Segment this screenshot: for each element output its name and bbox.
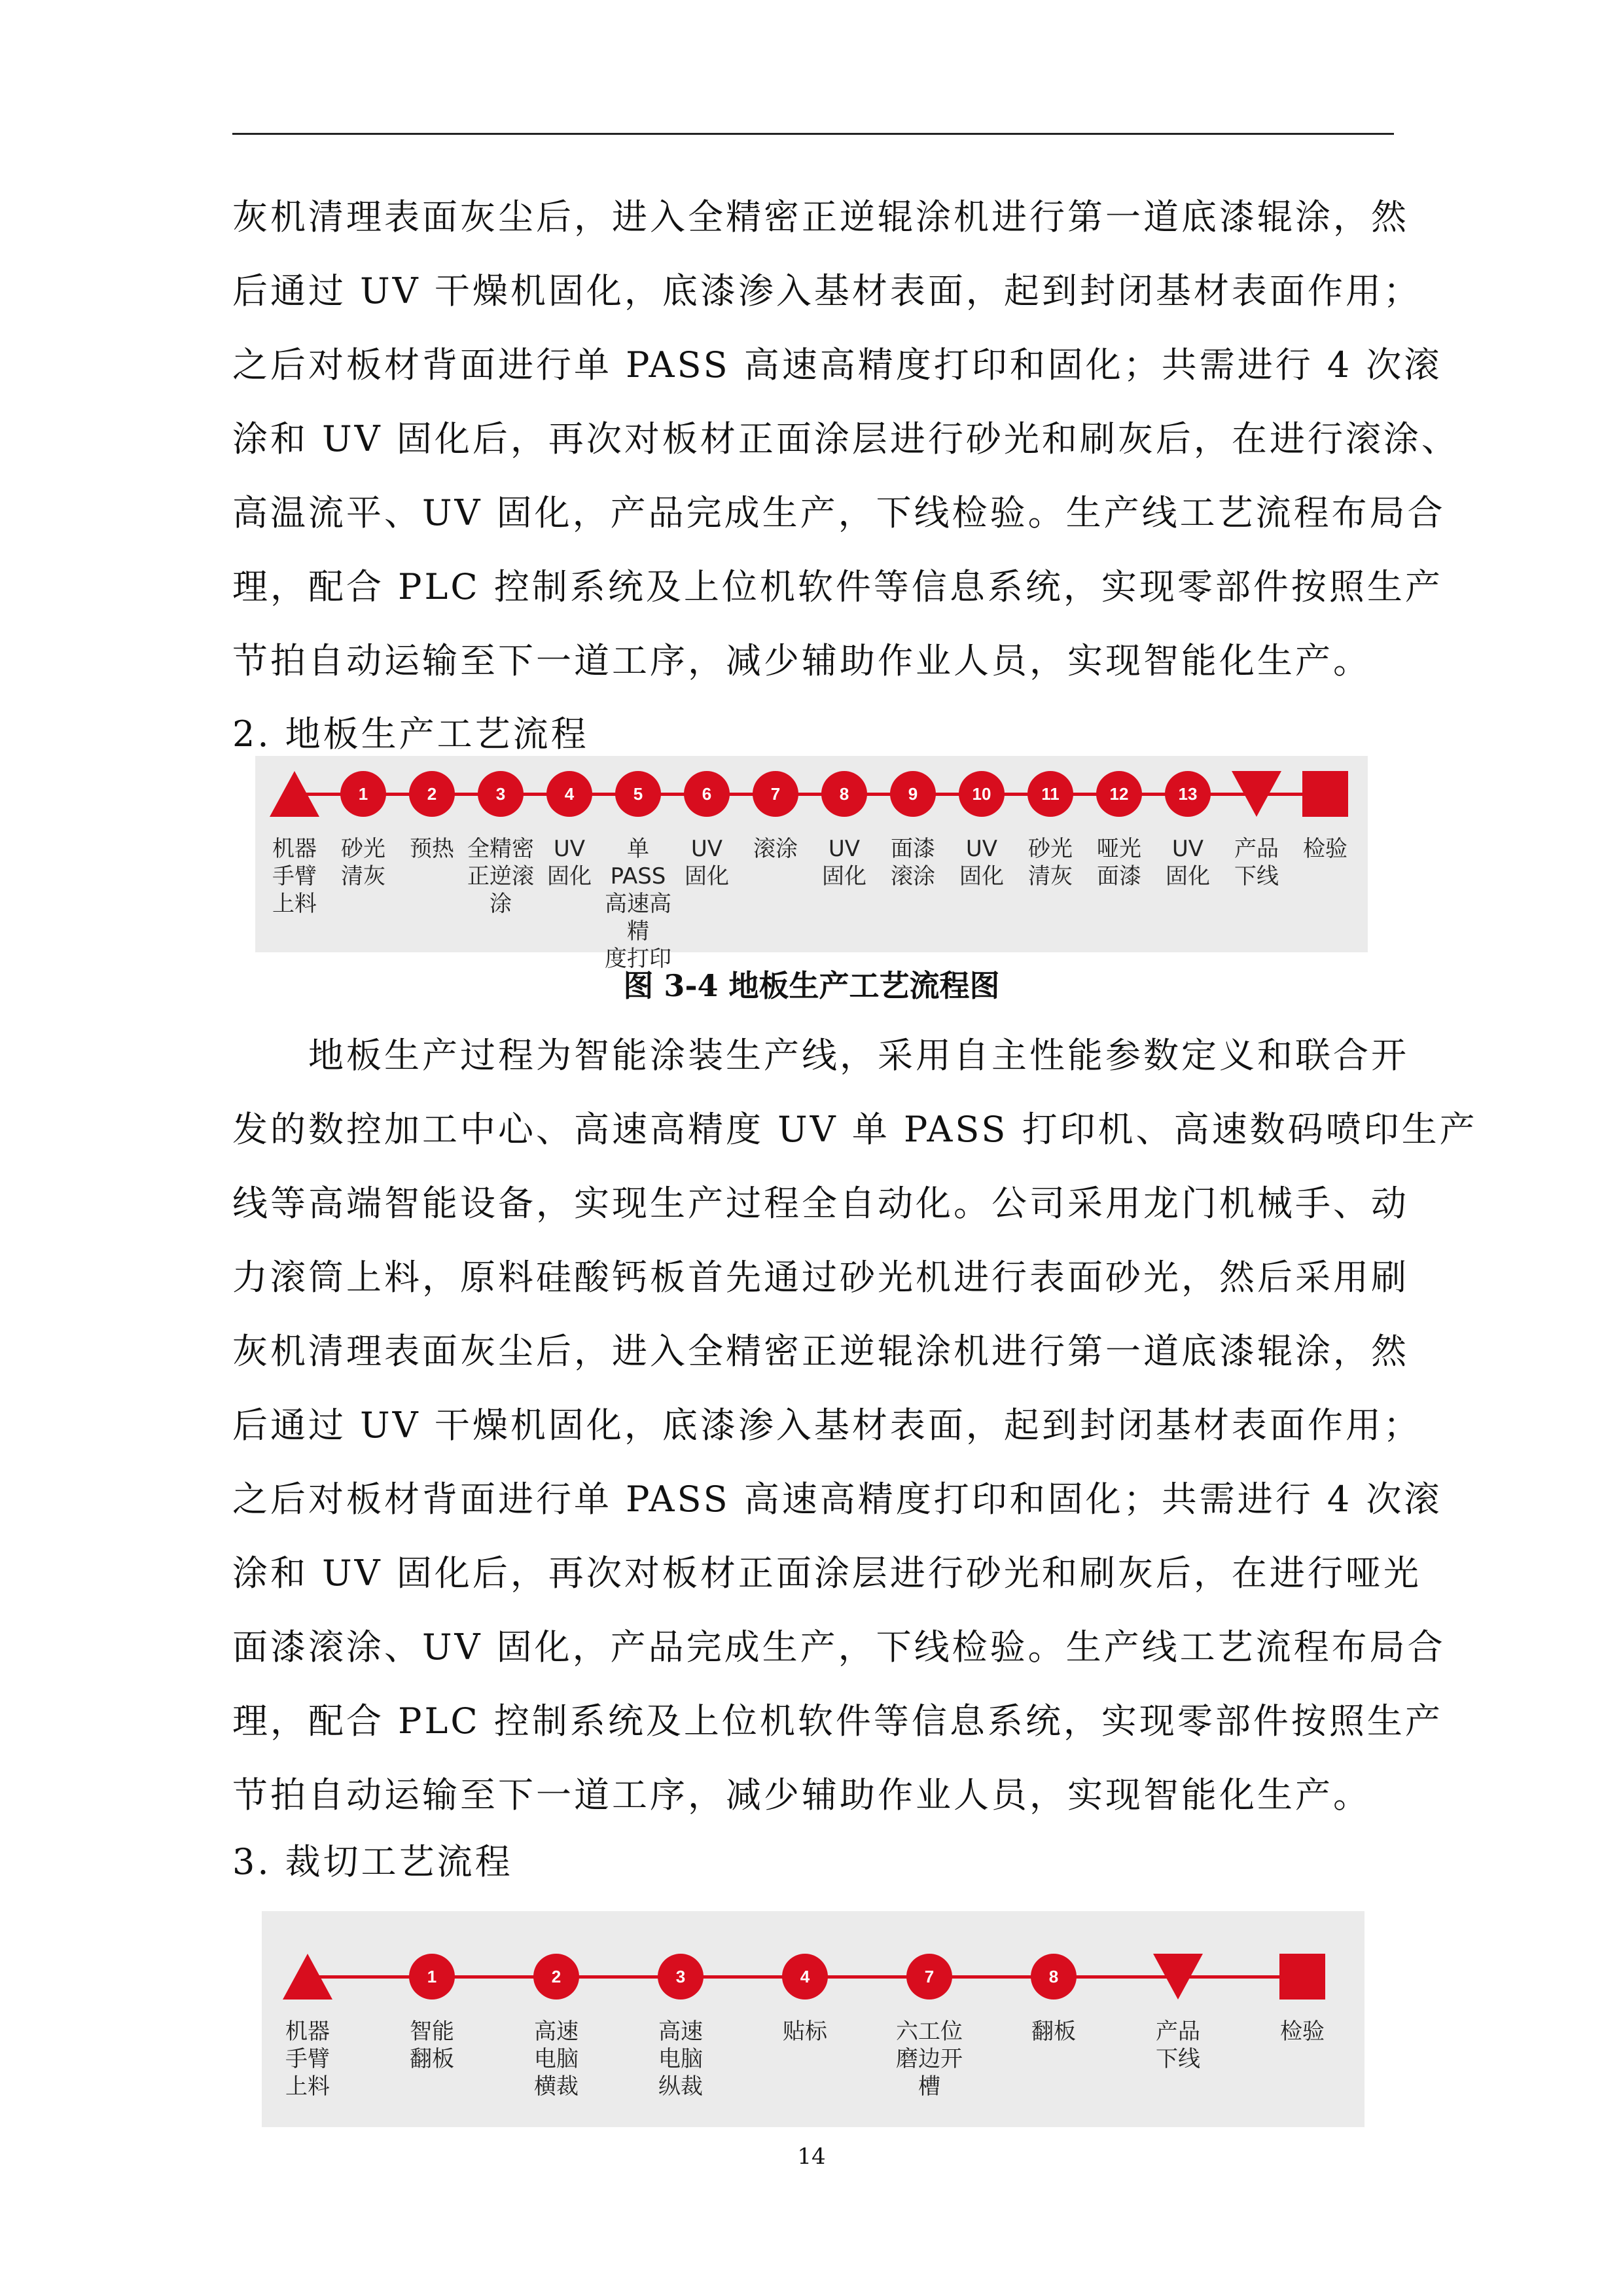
section3-heading: 3. 裁切工艺流程 bbox=[232, 1841, 513, 1882]
flow-step-label: 单PASS 高速高精 度打印 bbox=[605, 836, 671, 972]
paragraph-top bbox=[232, 180, 1459, 698]
step-number-circle: 12 bbox=[1096, 771, 1142, 817]
step-number-circle: 8 bbox=[1031, 1954, 1077, 2000]
flow-step-label: 高速 电脑 纵裁 bbox=[658, 2018, 703, 2100]
step-number-circle: 2 bbox=[409, 771, 455, 817]
flow-step-label: UV 固化 bbox=[547, 836, 592, 889]
inspection-square-icon bbox=[1279, 1954, 1325, 2000]
flow-step bbox=[946, 771, 1018, 890]
step-number-circle: 7 bbox=[906, 1954, 952, 2000]
flow-step-label: 滚涂 bbox=[753, 836, 798, 862]
step-number-circle: 4 bbox=[782, 1954, 828, 2000]
flow-step-label: 检验 bbox=[1303, 836, 1347, 862]
flow-step-label: 机器 手臂 上料 bbox=[272, 836, 317, 917]
flow-step-label: 哑光 面漆 bbox=[1097, 836, 1141, 889]
flow-step-label: UV 固化 bbox=[959, 836, 1004, 889]
flow-step-label: 面漆 滚涂 bbox=[891, 836, 935, 889]
flow-step bbox=[1221, 771, 1293, 890]
text-line: 后通过 UV 干燥机固化，底漆渗入基材表面，起到封闭基材表面作用； bbox=[232, 1405, 1421, 1446]
end-triangle-icon bbox=[1153, 1954, 1203, 2000]
flow-step bbox=[520, 1954, 592, 2100]
text-line: 灰机清理表面灰尘后，进入全精密正逆辊涂机进行第一道底漆辊涂，然 bbox=[232, 196, 1409, 238]
flow-step-label: UV 固化 bbox=[1166, 836, 1210, 889]
flow-step-label: 贴标 bbox=[783, 2018, 827, 2045]
text-line: 高温流平、UV 固化，产品完成生产，下线检验。生产线工艺流程布局合 bbox=[232, 492, 1446, 533]
flow-step bbox=[808, 771, 880, 890]
flow-step bbox=[602, 771, 674, 973]
text-line: 涂和 UV 固化后，再次对板材正面涂层进行砂光和刷灰后，在进行哑光 bbox=[232, 1552, 1421, 1594]
step-number-circle: 10 bbox=[959, 771, 1005, 817]
flow-step bbox=[533, 771, 605, 890]
flow-step-label: 预热 bbox=[410, 836, 454, 862]
step-number-circle: 9 bbox=[890, 771, 936, 817]
cutting-process-flowchart bbox=[262, 1911, 1364, 2127]
flow-step bbox=[465, 771, 537, 918]
text-line: 理，配合 PLC 控制系统及上位机软件等信息系统，实现零部件按照生产 bbox=[232, 1700, 1443, 1742]
flow-step bbox=[1152, 771, 1224, 890]
flow-step bbox=[1083, 771, 1155, 890]
flow-step bbox=[769, 1954, 841, 2045]
step-number-circle: 8 bbox=[821, 771, 867, 817]
step-number-circle: 7 bbox=[753, 771, 798, 817]
flow-step bbox=[671, 771, 743, 890]
flow-step bbox=[1266, 1954, 1338, 2045]
text-line: 力滚筒上料，原料硅酸钙板首先通过砂光机进行表面砂光，然后采用刷 bbox=[232, 1257, 1409, 1298]
flow-step-label: 砂光 清灰 bbox=[1028, 836, 1073, 889]
step-number-circle: 4 bbox=[546, 771, 592, 817]
start-triangle-icon bbox=[270, 771, 319, 817]
flow-step bbox=[893, 1954, 965, 2100]
text-line: 节拍自动运输至下一道工序，减少辅助作业人员，实现智能化生产。 bbox=[232, 1774, 1371, 1816]
text-line: 之后对板材背面进行单 PASS 高速高精度打印和固化；共需进行 4 次滚 bbox=[232, 1479, 1442, 1520]
flow-step-label: 翻板 bbox=[1031, 2018, 1076, 2045]
text-line: 涂和 UV 固化后，再次对板材正面涂层进行砂光和刷灰后，在进行滚涂、 bbox=[232, 418, 1459, 459]
figure-caption: 图 3-4 地板生产工艺流程图 bbox=[623, 968, 1000, 1003]
step-number-circle: 11 bbox=[1027, 771, 1073, 817]
flow-step bbox=[645, 1954, 717, 2100]
flow-step-label: 全精密 正逆滚 涂 bbox=[467, 836, 534, 917]
step-number-circle: 2 bbox=[533, 1954, 579, 2000]
text-line: 发的数控加工中心、高速高精度 UV 单 PASS 打印机、高速数码喷印生产 bbox=[232, 1109, 1478, 1150]
flow-step bbox=[259, 771, 330, 918]
flow-step bbox=[877, 771, 949, 890]
floor-process-flowchart bbox=[255, 756, 1368, 972]
inspection-square-icon bbox=[1302, 771, 1348, 817]
flow-step bbox=[740, 771, 812, 863]
flow-step bbox=[327, 771, 399, 890]
text-line: 之后对板材背面进行单 PASS 高速高精度打印和固化；共需进行 4 次滚 bbox=[232, 344, 1442, 386]
step-number-circle: 3 bbox=[478, 771, 524, 817]
text-line: 节拍自动运输至下一道工序，减少辅助作业人员，实现智能化生产。 bbox=[232, 640, 1371, 681]
text-line: 理，配合 PLC 控制系统及上位机软件等信息系统，实现零部件按照生产 bbox=[232, 566, 1443, 607]
flow-step-label: 机器 手臂 上料 bbox=[285, 2018, 330, 2100]
flow-step-label: UV 固化 bbox=[685, 836, 729, 889]
header-rule bbox=[232, 133, 1394, 135]
start-triangle-icon bbox=[283, 1954, 332, 2000]
paragraph-floor bbox=[232, 1018, 1478, 1832]
page-number: 14 bbox=[797, 2144, 826, 2170]
flow-step-label: 砂光 清灰 bbox=[341, 836, 385, 889]
step-number-circle: 13 bbox=[1165, 771, 1211, 817]
text-line: 灰机清理表面灰尘后，进入全精密正逆辊涂机进行第一道底漆辊涂，然 bbox=[232, 1331, 1409, 1372]
end-triangle-icon bbox=[1232, 771, 1281, 817]
flow-step-label: 检验 bbox=[1280, 2018, 1325, 2045]
flow-step-label: 产品 下线 bbox=[1234, 836, 1279, 889]
text-line: 面漆滚涂、UV 固化，产品完成生产，下线检验。生产线工艺流程布局合 bbox=[232, 1626, 1446, 1668]
text-line: 后通过 UV 干燥机固化，底漆渗入基材表面，起到封闭基材表面作用； bbox=[232, 270, 1421, 312]
text-line: 地板生产过程为智能涂装生产线，采用自主性能参数定义和联合开 bbox=[232, 1035, 1409, 1076]
flow-step-label: 智能 翻板 bbox=[410, 2018, 454, 2072]
step-number-circle: 1 bbox=[340, 771, 386, 817]
text-line: 线等高端智能设备，实现生产过程全自动化。公司采用龙门机械手、动 bbox=[232, 1183, 1409, 1224]
section2-heading: 2. 地板生产工艺流程 bbox=[232, 713, 589, 755]
flow-step bbox=[396, 771, 468, 863]
flow-step bbox=[1289, 771, 1361, 863]
flow-step bbox=[396, 1954, 468, 2073]
step-number-circle: 5 bbox=[615, 771, 661, 817]
flow-step bbox=[1142, 1954, 1214, 2073]
flow-step-label: UV 固化 bbox=[822, 836, 866, 889]
flow-step bbox=[272, 1954, 344, 2100]
flow-step bbox=[1018, 1954, 1090, 2045]
flow-step-label: 产品 下线 bbox=[1156, 2018, 1200, 2072]
flow-step bbox=[1014, 771, 1086, 890]
flow-step-label: 高速 电脑 横裁 bbox=[534, 2018, 579, 2100]
flow-step-label: 六工位 磨边开 槽 bbox=[896, 2018, 963, 2100]
step-number-circle: 3 bbox=[658, 1954, 704, 2000]
step-number-circle: 6 bbox=[684, 771, 730, 817]
step-number-circle: 1 bbox=[409, 1954, 455, 2000]
